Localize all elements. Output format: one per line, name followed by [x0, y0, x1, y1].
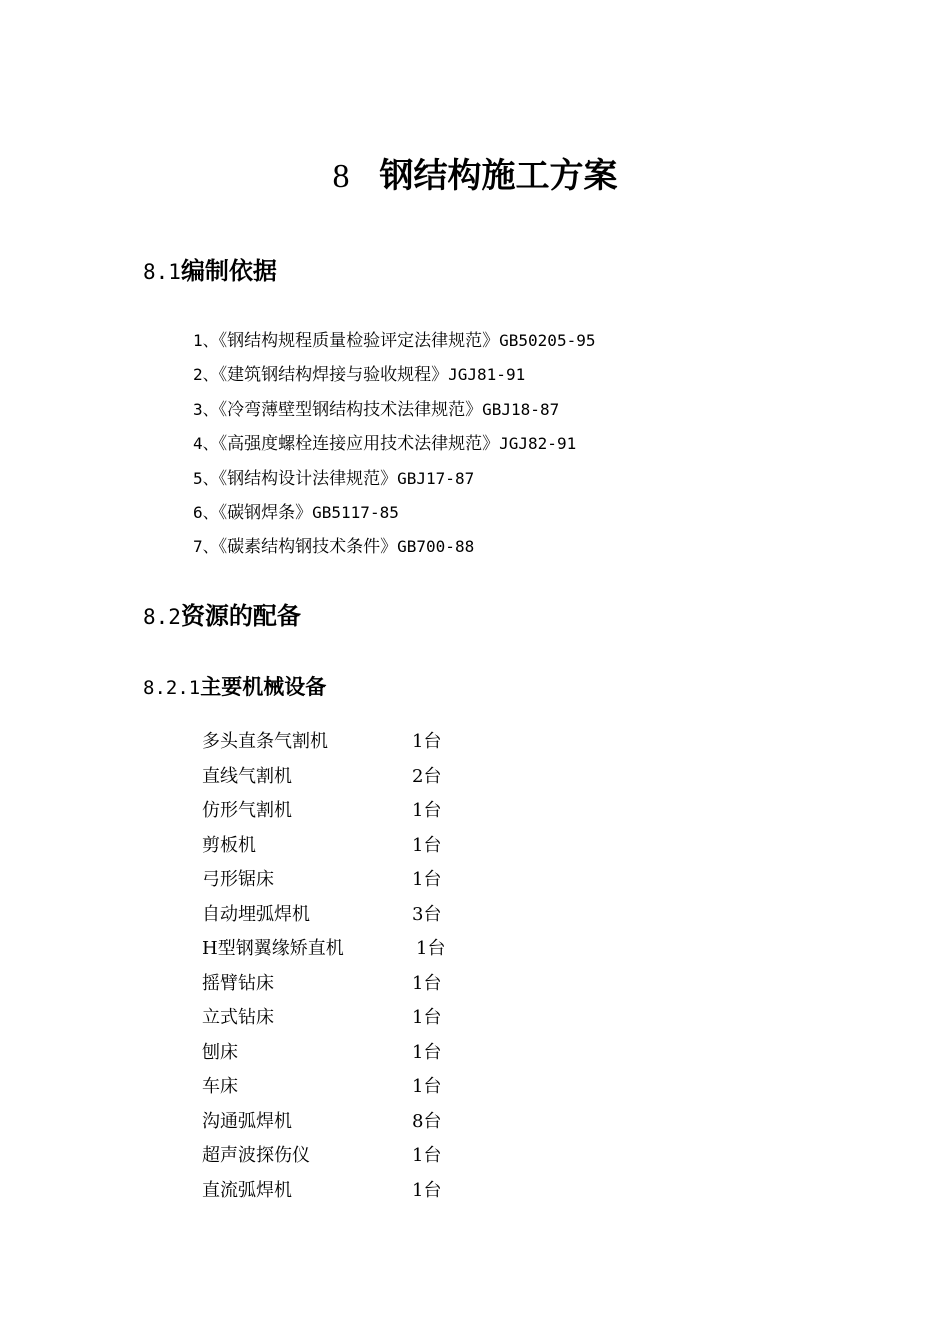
reference-index: 4、: [193, 434, 219, 454]
list-item: [193, 432, 595, 466]
list-item: [193, 398, 595, 432]
reference-code: GBJ18-87: [482, 399, 560, 419]
reference-index: 1、: [193, 331, 219, 350]
equipment-quantity: 1台: [416, 938, 446, 959]
equipment-name: 车床: [202, 1076, 238, 1097]
equipment-quantity: 1台: [412, 972, 442, 994]
list-item: [193, 501, 595, 535]
reference-title: 《钢结构规程质量检验评定法律规范》: [218, 331, 500, 351]
reference-code: JGJ81-91: [448, 365, 526, 385]
equipment-quantity: 1台: [412, 1076, 442, 1097]
chapter-title: [0, 152, 950, 201]
reference-code: GB700-88: [397, 537, 475, 557]
equipment-name: 自动埋弧焊机: [202, 903, 310, 925]
reference-title: 《碳钢焊条》: [218, 502, 313, 523]
equipment-quantity: 3台: [412, 903, 442, 925]
equipment-name: 仿形气割机: [202, 800, 292, 821]
equipment-name: 直流弧焊机: [202, 1179, 292, 1201]
equipment-name: 弓形锯床: [202, 869, 274, 890]
equipment-name: 超声波探伤仪: [202, 1145, 310, 1166]
reference-index: 3、: [193, 399, 219, 419]
reference-list: [193, 329, 595, 570]
chapter-number: 8: [332, 158, 350, 195]
equipment-quantity: 1台: [412, 1179, 442, 1201]
reference-index: 2、: [193, 365, 219, 385]
equipment-quantity: 1台: [412, 1145, 442, 1166]
list-item: [193, 363, 595, 397]
equipment-name: 刨床: [202, 1041, 238, 1063]
section-title: 资源的配备: [180, 601, 301, 630]
equipment-quantity: 1台: [412, 834, 442, 856]
section-heading-basis: [143, 254, 277, 289]
reference-index: 5、: [193, 468, 219, 488]
section-title: 编制依据: [180, 256, 277, 285]
reference-index: 7、: [193, 537, 219, 557]
reference-code: JGJ82-91: [499, 434, 577, 454]
equipment-name: 沟通弧焊机: [202, 1110, 292, 1132]
equipment-name: 剪板机: [202, 834, 256, 856]
subsection-title: 主要机械设备: [200, 674, 327, 699]
equipment-quantity: 1台: [412, 1041, 442, 1063]
equipment-quantity: 1台: [412, 869, 442, 890]
chapter-title-text: 钢结构施工方案: [379, 156, 618, 196]
reference-title: 《碳素结构钢技术条件》: [218, 537, 398, 558]
equipment-name: 摇臂钻床: [202, 972, 274, 994]
reference-title: 《建筑钢结构焊接与验收规程》: [218, 365, 449, 386]
list-item: [193, 535, 595, 569]
section-number: 8.1: [143, 260, 181, 284]
subsection-number: 8.2.1: [143, 677, 201, 699]
equipment-name: 多头直条气割机: [202, 731, 328, 752]
subsection-heading-equipment: [143, 672, 326, 703]
equipment-quantity: 1台: [412, 1007, 442, 1028]
list-item: [193, 467, 595, 501]
equipment-quantity: 1台: [412, 731, 442, 752]
equipment-quantity: 1台: [412, 800, 442, 821]
reference-index: 6、: [193, 502, 219, 522]
equipment-quantity: 8台: [412, 1110, 442, 1132]
equipment-name: H型钢翼缘矫直机: [202, 938, 344, 959]
reference-title: 《钢结构设计法律规范》: [218, 468, 398, 489]
equipment-name: 直线气割机: [202, 765, 292, 787]
reference-code: GBJ17-87: [397, 468, 475, 488]
section-number: 8.2: [143, 605, 181, 629]
equipment-quantity: 2台: [412, 765, 442, 787]
section-heading-resources: [143, 599, 301, 634]
reference-code: GB50205-95: [499, 331, 596, 350]
equipment-name: 立式钻床: [202, 1007, 274, 1028]
reference-title: 《冷弯薄壁型钢结构技术法律规范》: [218, 399, 483, 420]
reference-code: GB5117-85: [312, 502, 399, 522]
reference-title: 《高强度螺栓连接应用技术法律规范》: [218, 434, 500, 455]
list-item: [193, 329, 595, 363]
